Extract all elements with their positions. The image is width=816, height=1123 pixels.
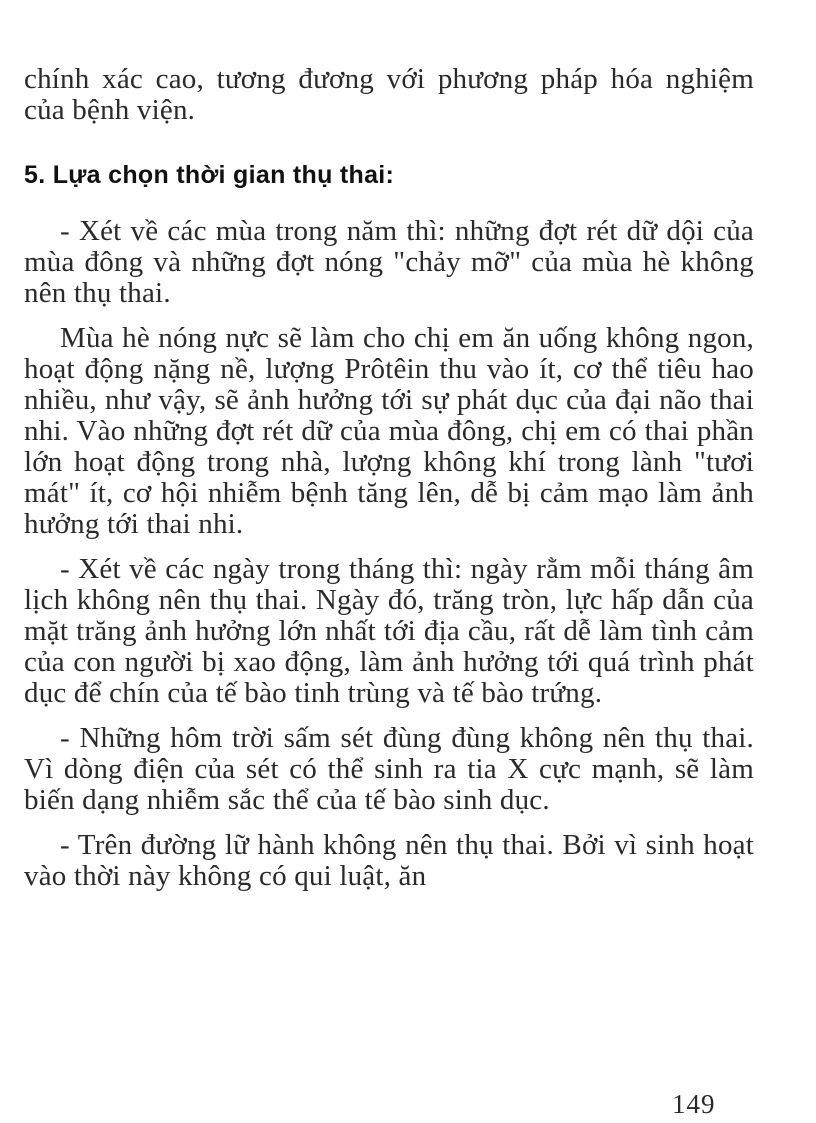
paragraph-seasons: - Xét về các mùa trong năm thì: những đợt rét dữ dội của mùa đông và những đợt nóng "chảy mỡ" của mùa hè không nên thụ thai. (24, 215, 754, 309)
page-number: 149 (672, 1089, 716, 1119)
intro-paragraph: chính xác cao, tương đương với phương pháp hóa nghiệm của bệnh viện. (24, 63, 754, 126)
section-heading: 5. Lựa chọn thời gian thụ thai: (24, 161, 395, 189)
paragraph-travel: - Trên đường lữ hành không nên thụ thai. Bởi vì sinh hoạt vào thời này không có qui luật, ăn (24, 829, 754, 892)
paragraph-thunderstorm-days: - Những hôm trời sấm sét đùng đùng không nên thụ thai. Vì dòng điện của sét có thể sinh ra tia X cực mạnh, sẽ làm biến dạng nhiễm sắc thể của tế bào sinh dục. (24, 722, 754, 816)
paragraph-days-of-month: - Xét về các ngày trong tháng thì: ngày rằm mỗi tháng âm lịch không nên thụ thai. Ngày đó, trăng tròn, lực hấp dẫn của mặt trăng ảnh hưởng lớn nhất tới địa cầu, rất dễ làm tình cảm của con người bị xao động, làm ảnh hưởng tới quá trình phát dục để chín của tế bào tinh trùng và tế bào trứng. (24, 553, 754, 709)
paragraph-summer-winter-effects: Mùa hè nóng nực sẽ làm cho chị em ăn uống không ngon, hoạt động nặng nề, lượng Prôtêin thu vào ít, cơ thể tiêu hao nhiều, như vậy, sẽ ảnh hưởng tới sự phát dục của đại não thai nhi. Vào những đợt rét dữ của mùa đông, chị em có thai phần lớn hoạt động trong nhà, lượng không khí trong lành "tươi mát" ít, cơ hội nhiễm bệnh tăng lên, dễ bị cảm mạo làm ảnh hưởng tới thai nhi. (24, 322, 754, 540)
page-text (24, 64, 754, 892)
